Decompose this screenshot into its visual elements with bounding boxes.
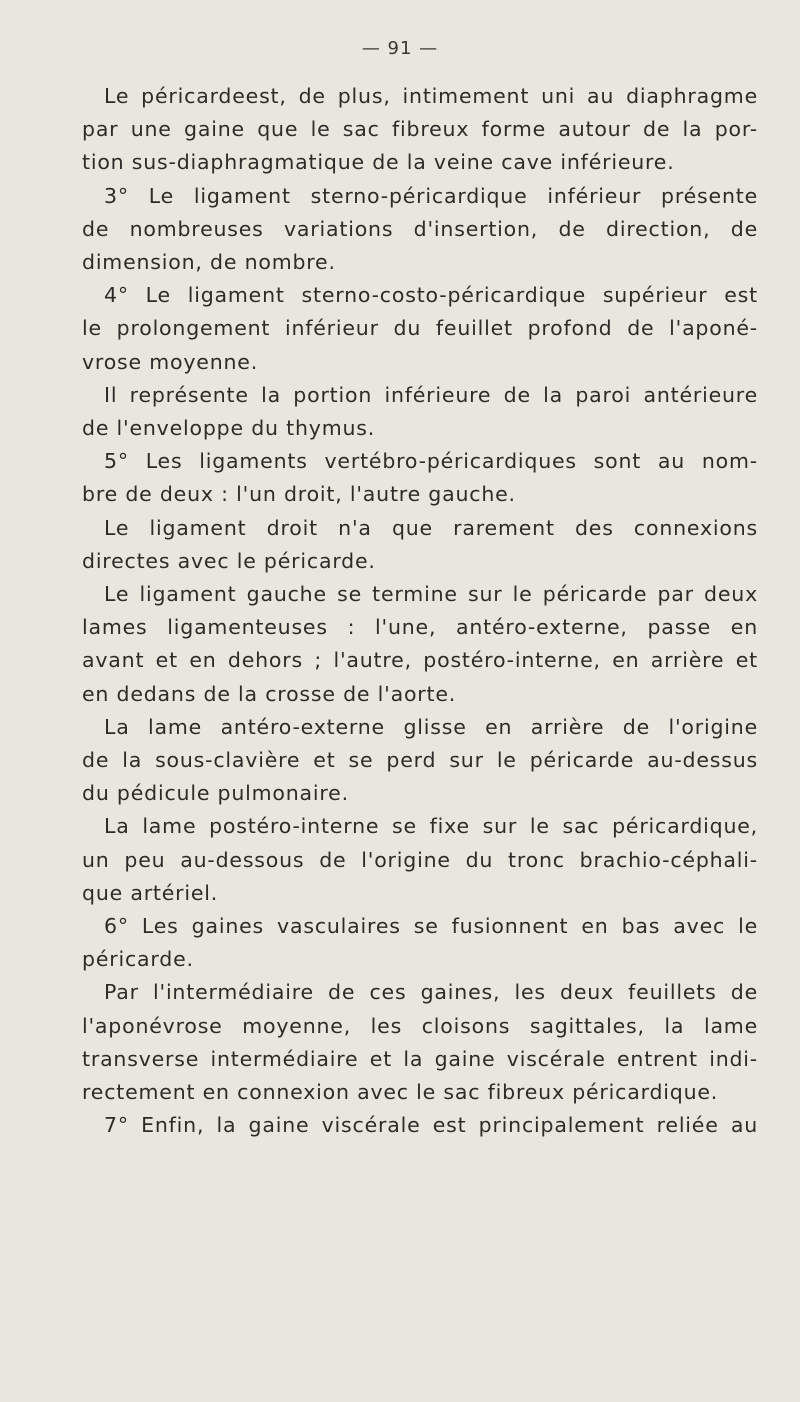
text-line: Le ligament gauche se termine sur le péricarde par deux xyxy=(104,582,758,607)
text-line: 7° Enfin, la gaine viscérale est principalement reliée au xyxy=(104,1113,758,1138)
text-line: avant et en dehors ; l'autre, postéro-interne, en arrière et xyxy=(82,648,758,673)
text-line: le prolongement inférieur du feuillet profond de l'aponé- xyxy=(82,316,758,341)
text-line: 4° Le ligament sterno-costo-péricardique supérieur est xyxy=(104,283,758,308)
text-line: de nombreuses variations d'insertion, de direction, de xyxy=(82,216,758,241)
paragraph xyxy=(82,180,758,280)
text-line: Le péricardeest, de plus, intimement uni au diaphragme xyxy=(104,84,758,108)
paragraph xyxy=(82,711,758,811)
paragraph xyxy=(82,976,758,1109)
text-line: que artériel. xyxy=(82,880,219,905)
text-line: La lame postéro-interne se fixe sur le sac péricardique, xyxy=(104,814,758,839)
text-line: Il représente la portion inférieure de la paroi antérieure xyxy=(104,382,758,407)
text-line: l'aponévrose moyenne, les cloisons sagittales, la lame xyxy=(82,1013,758,1038)
text-line: par une gaine que le sac fibreux forme autour de la por- xyxy=(82,117,758,142)
text-line: Le ligament droit n'a que rarement des connexions xyxy=(104,515,758,540)
text-line: de la sous-clavière et se perd sur le péricarde au-dessus xyxy=(82,748,758,773)
page-number: — 91 — xyxy=(361,38,439,59)
text-line: lames ligamenteuses : l'une, antéro-externe, passe en xyxy=(82,615,758,640)
paragraph xyxy=(82,910,758,976)
text-line: dimension, de nombre. xyxy=(82,250,336,275)
paragraph xyxy=(82,512,758,578)
paragraph xyxy=(82,578,758,711)
page-body-text xyxy=(82,80,758,1143)
text-line: du pédicule pulmonaire. xyxy=(82,781,349,806)
paragraph xyxy=(82,445,758,511)
paragraph xyxy=(82,279,758,379)
text-line: transverse intermédiaire et la gaine viscérale entrent indi- xyxy=(82,1046,758,1071)
text-line: en dedans de la crosse de l'aorte. xyxy=(82,681,457,706)
text-line: La lame antéro-externe glisse en arrière de l'origine xyxy=(104,714,758,739)
text-line: directes avec le péricarde. xyxy=(82,548,376,573)
text-line: 6° Les gaines vasculaires se fusionnent en bas avec le xyxy=(104,914,758,939)
text-line: tion sus-diaphragmatique de la veine cave inférieure. xyxy=(82,150,675,175)
text-line: rectement en connexion avec le sac fibreux péricardique. xyxy=(82,1080,719,1105)
paragraph xyxy=(82,80,758,180)
text-line: Par l'intermédiaire de ces gaines, les deux feuillets de xyxy=(104,980,758,1005)
text-line: vrose moyenne. xyxy=(82,349,259,374)
text-line: péricarde. xyxy=(82,947,194,972)
text-line: 3° Le ligament sterno-péricardique inférieur présente xyxy=(104,183,758,208)
text-line: de l'enveloppe du thymus. xyxy=(82,416,376,441)
text-line: un peu au-dessous de l'origine du tronc brachio-céphali- xyxy=(82,847,758,872)
paragraph xyxy=(82,1109,758,1142)
text-line: 5° Les ligaments vertébro-péricardiques sont au nom- xyxy=(104,449,758,474)
text-line: bre de deux : l'un droit, l'autre gauche. xyxy=(82,482,516,507)
paragraph xyxy=(82,379,758,445)
paragraph xyxy=(82,810,758,910)
